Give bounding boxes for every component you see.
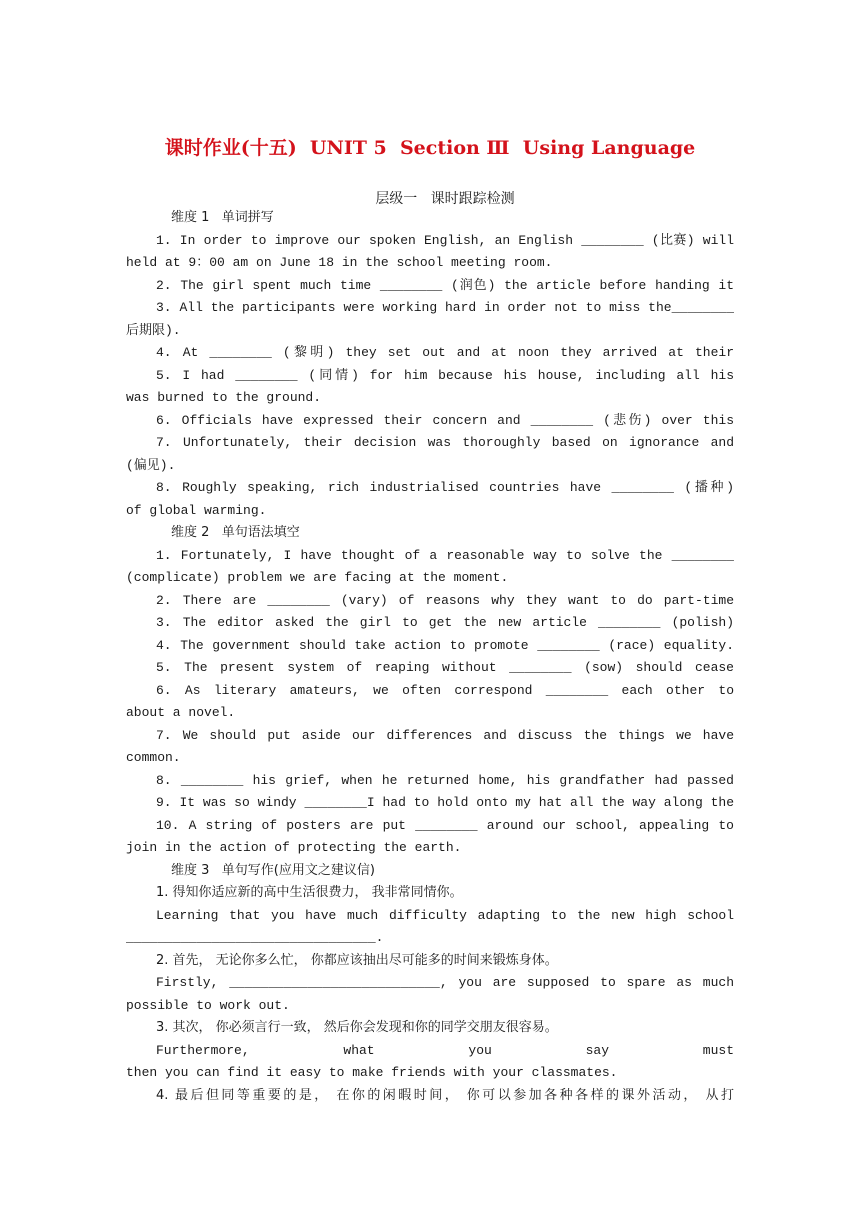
dim3-item-3-chinese: 3. 其次， 你必须言行一致， 然后你会发现和你的同学交朋友很容易。 <box>156 1020 558 1035</box>
dim1-item-3-line-2: 后期限). <box>126 322 181 338</box>
dim3-item-2-english-line-2: possible to work out. <box>126 997 290 1013</box>
section-heading-dim3: 维度 3 单句写作(应用文之建议信) <box>171 862 375 878</box>
dim3-item-2-english-line-1: Firstly, ___________________________, you are supposed to spare as much <box>156 975 734 990</box>
page-title: 课时作业(十五) UNIT 5 Section Ⅲ Using Language <box>164 137 696 159</box>
dim2-item-6-line-1: 6. As literary amateurs, we often correspond ________ each other to <box>156 682 734 698</box>
dim1-item-5-line-2: was burned to the ground. <box>126 390 322 405</box>
dim2-item-1-line-1: 1. Fortunately, I have thought of a reasonable way to solve the ________ <box>156 547 734 563</box>
dim1-item-8-line-1: 8. Roughly speaking, rich industrialised countries have ________ (播种) <box>156 480 734 495</box>
dim3-item-1-chinese: 1. 得知你适应新的高中生活很费力， 我非常同情你。 <box>156 885 463 900</box>
dim1-item-7-line-2: (偏见). <box>126 457 176 473</box>
dim1-item-4: 4. At ________ (黎明) they set out and at noon they arrived at their <box>156 345 734 360</box>
dim1-item-3-line-1: 3. All the participants were working hard in order not to miss the________ <box>156 300 734 315</box>
dim2-item-9: 9. It was so windy ________I had to hold onto my hat all the way along the <box>156 795 734 810</box>
dim1-item-5-line-1: 5. I had ________ (同情) for him because his house, including all his <box>156 367 734 383</box>
dim3-item-3-english-line-1: Furthermore, what you say must <box>156 1042 734 1058</box>
dim2-item-10-line-2: join in the action of protecting the earth. <box>126 840 462 855</box>
section-heading-dim1: 维度 1 单词拼写 <box>171 210 274 225</box>
level-heading: 层级一 课时跟踪检测 <box>375 191 515 207</box>
dim2-item-8: 8. ________ his grief, when he returned home, his grandfather had passed <box>156 772 734 788</box>
dim1-item-7-line-1: 7. Unfortunately, their decision was thoroughly based on ignorance and <box>156 435 734 450</box>
dim2-item-6-line-2: about a novel. <box>126 705 236 720</box>
dim1-item-8-line-2: of global warming. <box>126 502 267 518</box>
dim1-item-2: 2. The girl spent much time ________ (润色) the article before handing it <box>156 277 734 293</box>
exercise-content <box>126 207 734 1107</box>
dim2-item-1-line-2: (complicate) problem we are facing at the moment. <box>126 570 509 585</box>
section-heading-dim2: 维度 2 单句语法填空 <box>171 525 300 540</box>
dim3-item-1-english-line-1: Learning that you have much difficulty adapting to the new high school <box>156 907 734 923</box>
dim2-item-7-line-1: 7. We should put aside our differences and discuss the things we have <box>156 727 734 743</box>
dim1-item-1-line-1: 1. In order to improve our spoken English, an English ________ (比赛) will <box>156 232 734 248</box>
dim2-item-2: 2. There are ________ (vary) of reasons why they want to do part-time <box>156 592 734 608</box>
dim2-item-4: 4. The government should take action to promote ________ (race) equality. <box>156 637 734 653</box>
dim1-item-6: 6. Officials have expressed their concern and ________ (悲伤) over this <box>156 412 734 428</box>
dim2-item-10-line-1: 10. A string of posters are put ________ around our school, appealing to <box>156 817 734 833</box>
dim2-item-5: 5. The present system of reaping without ________ (sow) should cease <box>156 660 734 675</box>
dim1-item-1-line-2: held at 9：00 am on June 18 in the school meeting room. <box>126 255 553 270</box>
dim3-item-3-english-line-2: then you can find it easy to make friends with your classmates. <box>126 1065 618 1080</box>
dim2-item-3: 3. The editor asked the girl to get the new article ________ (polish) <box>156 615 734 630</box>
dim3-item-1-english-line-2: ________________________________. <box>126 930 384 945</box>
dim3-item-4-chinese: 4. 最后但同等重要的是， 在你的闲暇时间， 你可以参加各种各样的课外活动， 从打 <box>156 1087 734 1103</box>
dim3-item-2-chinese: 2. 首先， 无论你多么忙， 你都应该抽出尽可能多的时间来锻炼身体。 <box>156 952 558 968</box>
dim2-item-7-line-2: common. <box>126 750 181 765</box>
